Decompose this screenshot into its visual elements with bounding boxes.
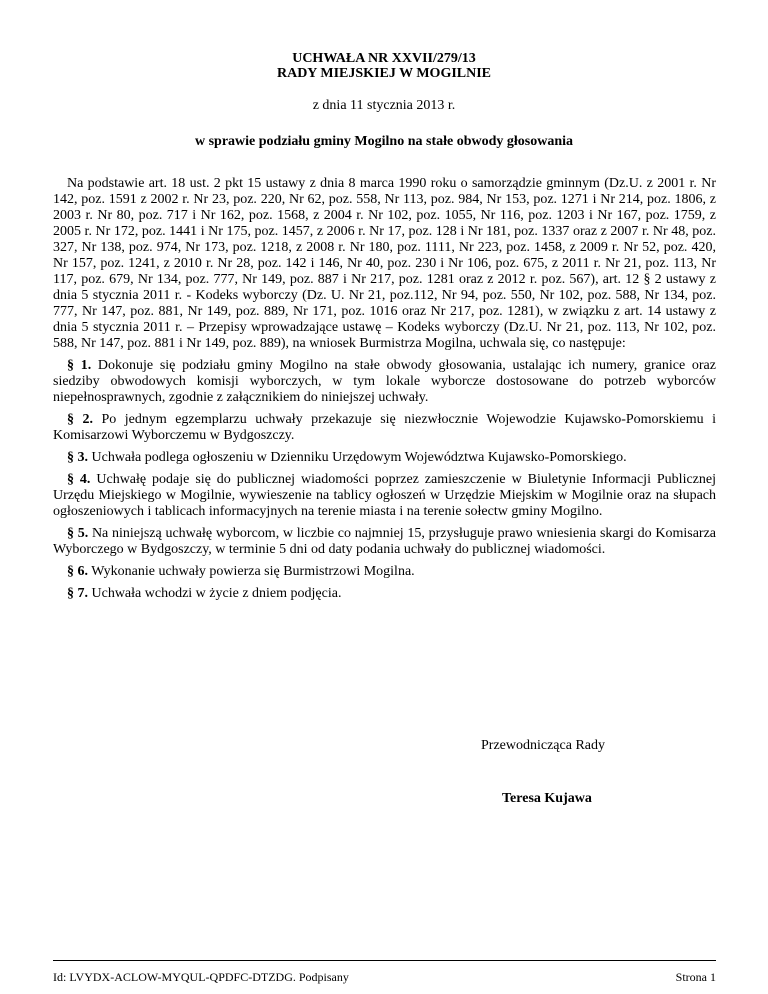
section-7 [53,586,716,602]
section-3 [53,450,716,466]
section-number: § 5. [67,526,89,541]
resolution-subject: w sprawie podziału gminy Mogilno na stałe obwody głosowania [194,134,574,149]
title-line-number: UCHWAŁA NR XXVII/279/13 [292,51,476,66]
section-number: § 2. [67,412,93,427]
section-number: § 6. [67,564,88,579]
preamble: Na podstawie art. 18 ust. 2 pkt 15 ustawy z dnia 8 marca 1990 roku o samorządzie gminnym (Dz.U. z 2001 r. Nr 142, poz. 1591 z 2002 r. Nr 23, poz. 220, Nr 62, poz. 558, Nr 113, poz. 984, Nr 153, poz. 1271 i Nr 214, poz. 1806, z 2003 r. Nr 80, poz. 717 i Nr 162, poz. 1568, z 2004 r. Nr 102, poz. 1055, Nr 116, poz. 1203 i Nr 167, poz. 1759, z 2005 r. Nr 172, poz. 1441 i Nr 175, poz. 1457, z 2006 r. Nr 17, poz. 128 i Nr 181, poz. 1337 oraz z 2007 r. Nr 48, poz. 327, Nr 138, poz. 974, Nr 173, poz. 1218, z 2008 r. Nr 180, poz. 1111, Nr 223, poz. 1458, z 2009 r. Nr 52, poz. 420, Nr 157, poz. 1241, z 2010 r. Nr 28, poz. 142 i 146, Nr 40, poz. 230 i Nr 106, poz. 675, z 2011 r. Nr 21, poz. 113, Nr 117, poz. 679, Nr 134, poz. 777, Nr 149, poz. 887 i Nr 217, poz. 1281 oraz z 2012 r. poz. 567), art. 12 § 2 ustawy z dnia 5 stycznia 2011 r. - Kodeks wyborczy (Dz. U. Nr 21, poz.112, Nr 94, poz. 550, Nr 102, poz. 588, Nr 134, poz. 777, Nr 147, poz. 881, Nr 149, poz. 889, Nr 171, poz. 1016 oraz Nr 217, poz. 1281), w związku z art. 14 ustawy z dnia 5 stycznia 2011 r. – Przepisy wprowadzające ustawę – Kodeks wyborczy (Dz.U. Nr 21, poz. 113, Nr 102, poz. 588, Nr 147, poz. 881 i Nr 149, poz. 889), na wniosek Burmistrza Mogilna, uchwala się, co następuje: [53,176,716,351]
page-number: Strona 1 [675,970,716,984]
signatory-role: Przewodnicząca Rady [481,738,605,753]
section-text: Na niniejszą uchwałę wyborcom, w liczbie co najmniej 15, przysługuje prawo wniesienia skargi do Komisarza Wyborczego w Bydgoszczy, w terminie 5 dni od daty podania uchwały do publicznej wiadomości. [53,526,716,557]
document-id: Id: LVYDX-ACLOW-MYQUL-QPDFC-DTZDG. Podpisany [53,970,349,984]
section-1 [53,358,716,406]
section-6 [53,564,716,580]
section-number: § 1. [67,358,92,373]
footer-divider [53,960,716,961]
section-number: § 3. [67,450,88,465]
resolution-body [53,176,716,602]
section-text: Po jednym egzemplarzu uchwały przekazuje się niezwłocznie Wojewodzie Kujawsko-Pomorskiemu i Komisarzowi Wyborczemu w Bydgoszczy. [53,412,717,443]
section-text: Uchwała podlega ogłoszeniu w Dzienniku Urzędowym Województwa Kujawsko-Pomorskiego. [91,450,627,465]
title-line-council: RADY MIEJSKIEJ W MOGILNIE [276,66,492,81]
section-text: Uchwałę podaje się do publicznej wiadomości poprzez zamieszczenie w Biuletynie Informacji Publicznej Urzędu Miejskiego w Mogilnie, wywieszenie na tablicy ogłoszeń w Urzędzie Miejskim w Mogilnie oraz na słupach ogłoszeniowych i tablicach informacyjnych na terenie miasta i na terenie sołectw gminy Mogilno. [53,472,716,519]
section-text: Dokonuje się podziału gminy Mogilno na stałe obwody głosowania, ustalając ich numery, granice oraz siedziby obwodowych komisji wyborczych, w tym lokale wyborcze dostosowane do potrzeb wyborców niepełnosprawnych, zgodnie z załącznikiem do niniejszej uchwały. [53,358,716,405]
section-number: § 7. [67,586,88,601]
section-number: § 4. [67,472,91,487]
section-4 [53,472,716,520]
resolution-title [0,51,768,81]
resolution-date: z dnia 11 stycznia 2013 r. [312,98,456,113]
section-text: Uchwała wchodzi w życie z dniem podjęcia. [91,586,342,601]
signatory-name: Teresa Kujawa [502,791,592,806]
section-5 [53,526,716,558]
section-text: Wykonanie uchwały powierza się Burmistrzowi Mogilna. [91,564,415,579]
section-2 [53,412,716,444]
